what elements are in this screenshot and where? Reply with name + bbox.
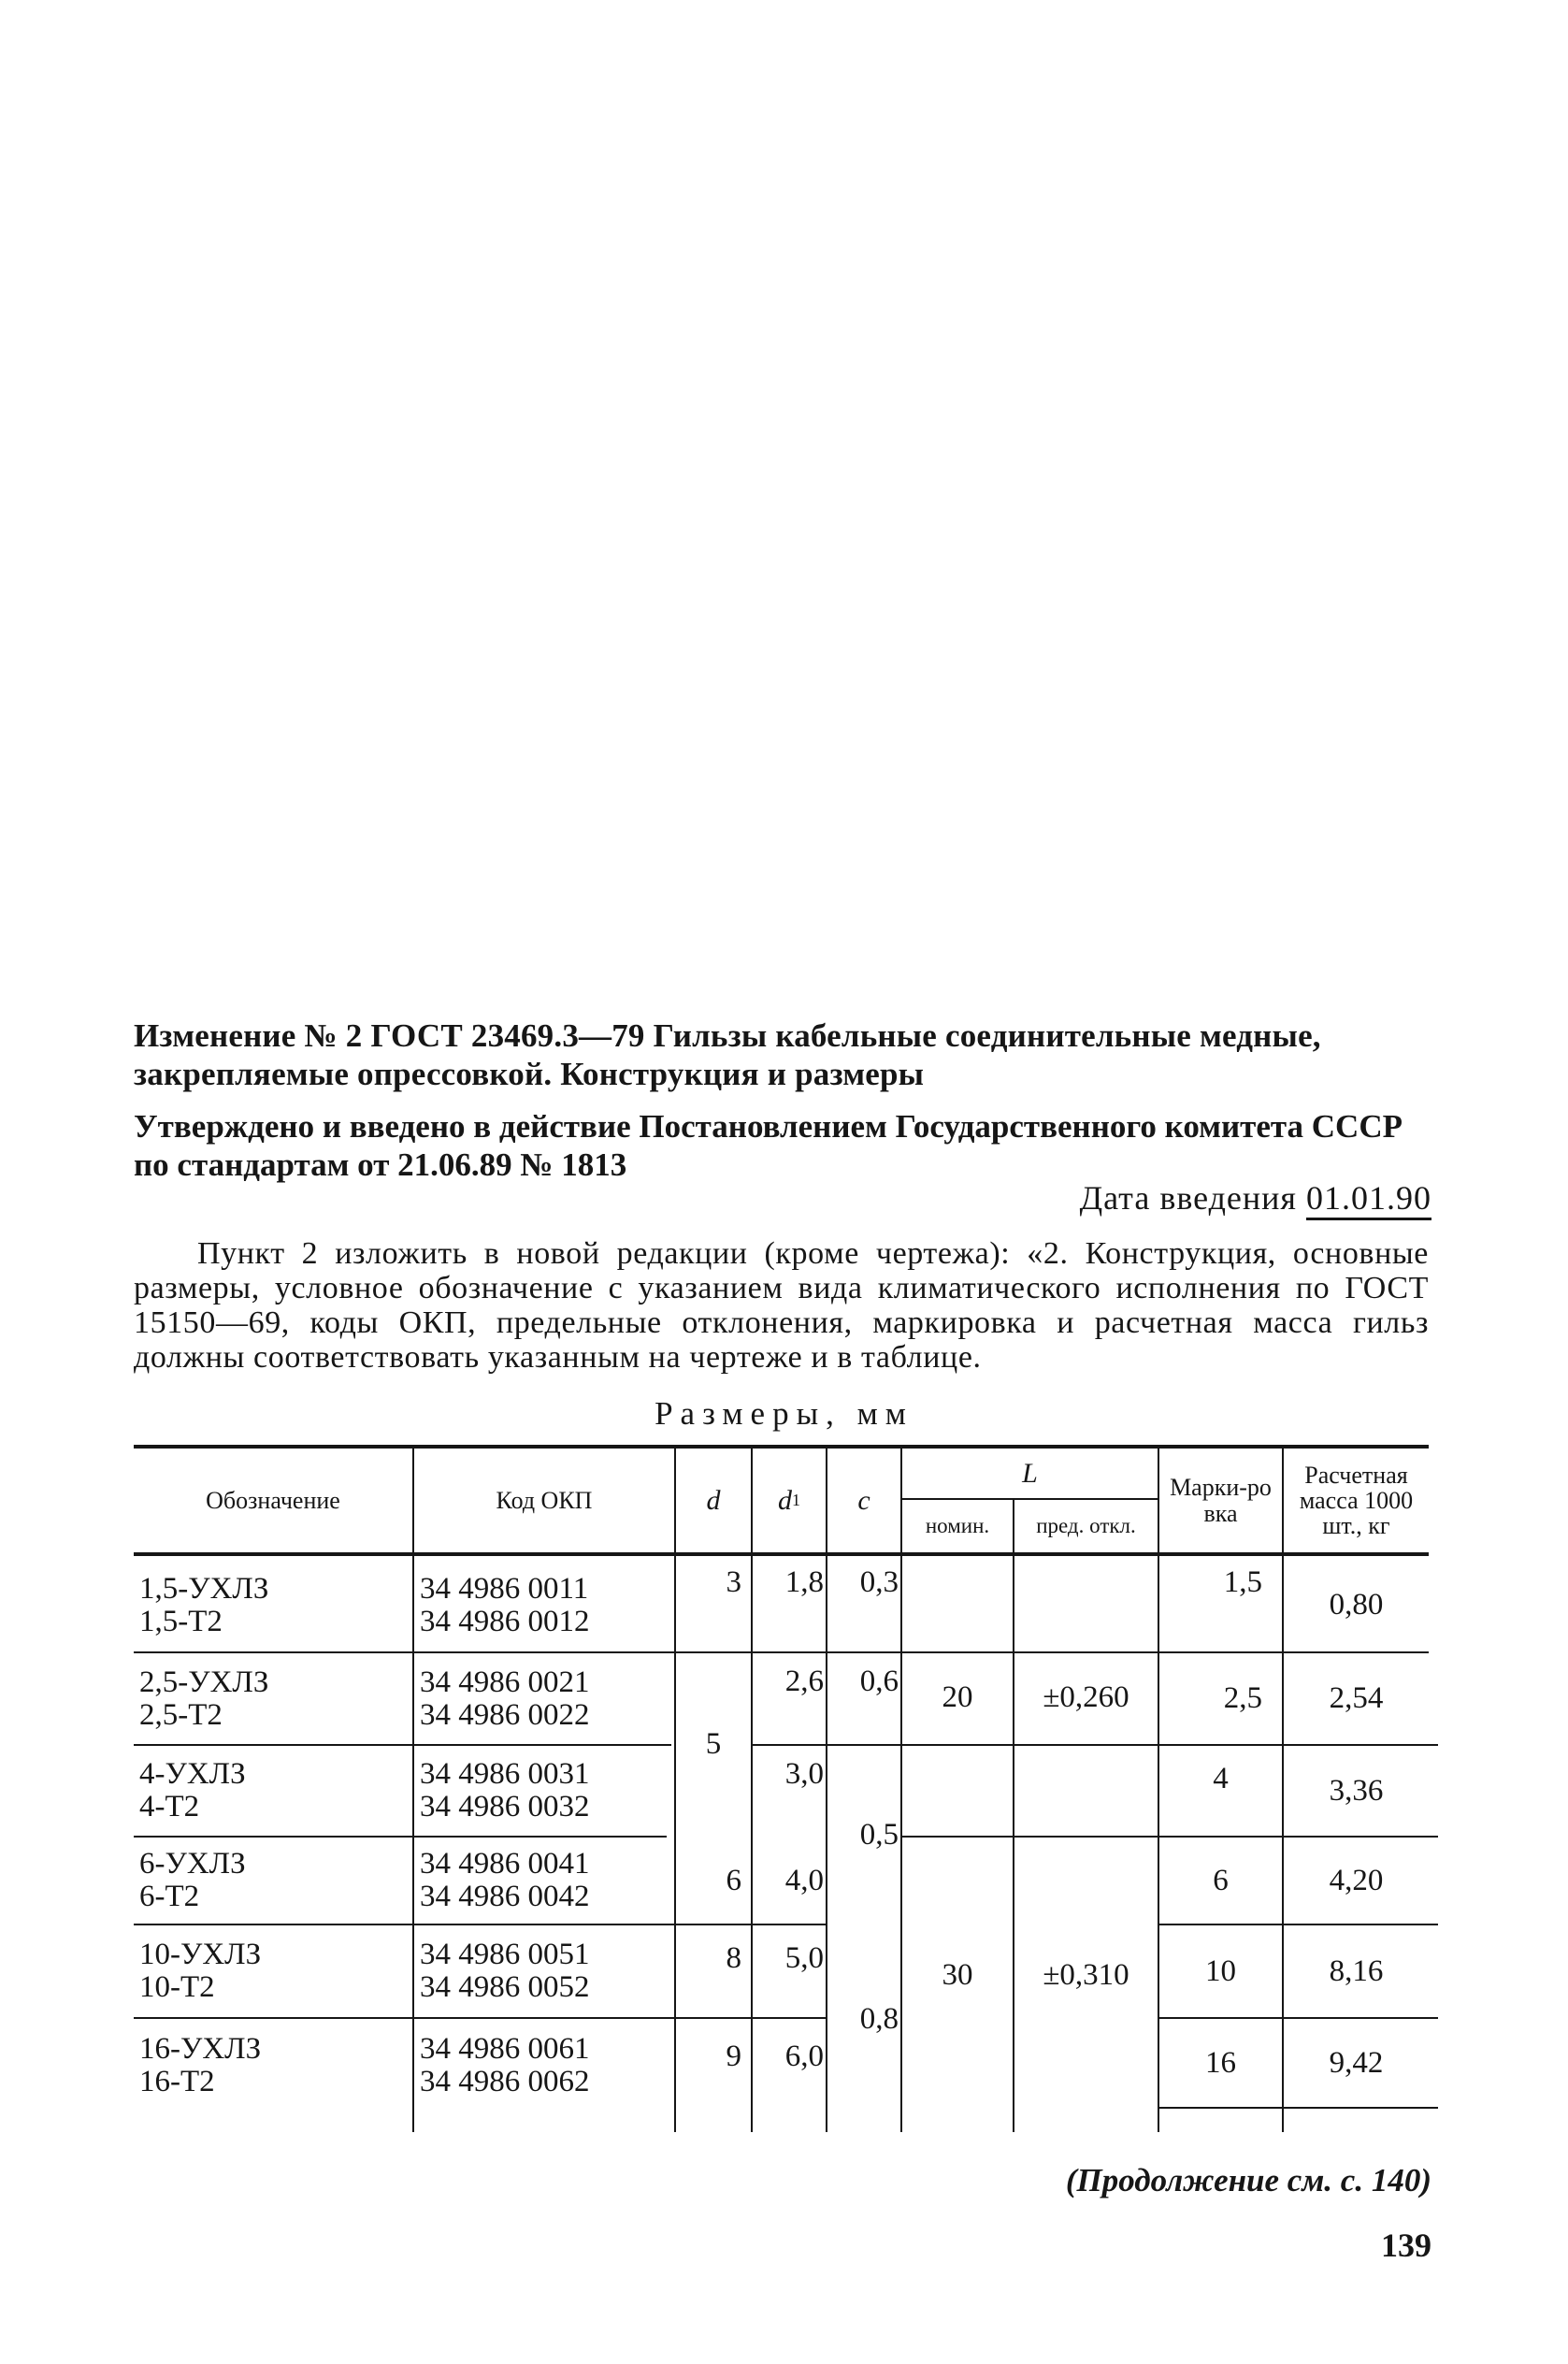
mass-row-6: 9,42 <box>1329 2045 1384 2080</box>
row-1-okp-2: 34 4986 0012 <box>420 1604 590 1638</box>
header-d1-letter: d <box>778 1484 792 1516</box>
mass-row-3: 3,36 <box>1329 1773 1384 1808</box>
table-header-bottom-rule <box>134 1552 1429 1556</box>
c-value-row-1: 0,3 <box>859 1564 899 1599</box>
row-6-okp-2: 34 4986 0062 <box>420 2065 590 2098</box>
header-mass: Расчетная масса 1000 шт., кг <box>1299 1461 1414 1540</box>
dimensions-table <box>134 1445 1429 2137</box>
row-6-okp-1: 34 4986 0061 <box>420 2032 590 2067</box>
marking-row-4: 6 <box>1213 1863 1229 1897</box>
row-3-okp-1: 34 4986 0031 <box>420 1757 590 1792</box>
row-6-okp <box>414 2019 674 2112</box>
row-4-okp-2: 34 4986 0042 <box>420 1880 590 1913</box>
d-value-row-1: 3 <box>726 1564 741 1599</box>
c-value-row-2: 0,6 <box>859 1664 899 1698</box>
marking-row-3: 4 <box>1213 1761 1229 1795</box>
page-number: 139 <box>1381 2227 1431 2264</box>
marking-row-2: 2,5 <box>1223 1681 1262 1716</box>
row-1-designation-1: 1,5-УХЛЗ <box>139 1571 269 1606</box>
d1-value-row-1: 1,8 <box>784 1564 824 1599</box>
d-value-row-5: 8 <box>726 1940 741 1975</box>
row-6-designation-1: 16-УХЛЗ <box>139 2032 262 2067</box>
header-designation: Обозначение <box>206 1486 340 1514</box>
L-nominal-group-1: 20 <box>942 1679 973 1714</box>
header-L-nominal: номин. <box>925 1513 990 1537</box>
row-2-designation-1: 2,5-УХЛЗ <box>139 1665 269 1699</box>
row-5-okp <box>414 1925 674 2017</box>
d1-value-row-3: 3,0 <box>784 1756 824 1791</box>
table-caption: Размеры, мм <box>655 1395 913 1432</box>
row-2-designation <box>134 1653 412 1744</box>
introduction-date-label: Дата введения <box>1079 1179 1297 1217</box>
row-5-okp-2: 34 4986 0052 <box>420 1970 590 2004</box>
mass-row-5: 8,16 <box>1329 1953 1384 1988</box>
row-4-designation-2: 6-Т2 <box>139 1880 200 1913</box>
mass-row-1: 0,80 <box>1329 1588 1384 1622</box>
row-6-designation-2: 16-Т2 <box>139 2065 215 2098</box>
header-d1-subscript: 1 <box>792 1491 800 1510</box>
approval-statement: Утверждено и введено в действие Постановлением Государственного комитета СССР по стандартам от 21.06.89 № 1813 <box>134 1108 1403 1183</box>
row-2-okp <box>414 1653 674 1744</box>
row-5-designation-1: 10-УХЛЗ <box>139 1938 262 1972</box>
row-1-okp <box>414 1559 674 1651</box>
mass-row-2: 2,54 <box>1329 1681 1384 1716</box>
marking-row-5: 10 <box>1205 1953 1236 1988</box>
d-value-rows-2-3: 5 <box>705 1727 722 1762</box>
d1-value-row-5: 5,0 <box>784 1940 824 1975</box>
row-5-designation <box>134 1925 412 2017</box>
row-2-designation-2: 2,5-Т2 <box>139 1697 223 1732</box>
row-2-okp-2: 34 4986 0022 <box>420 1697 590 1732</box>
row-6-designation <box>134 2019 412 2112</box>
continuation-note: (Продолжение см. с. 140) <box>1065 2162 1431 2198</box>
header-L-deviation: пред. откл. <box>1036 1513 1136 1537</box>
body-paragraph-text: Пункт 2 изложить в новой редакции (кроме чертежа): «2. Конструкция, основные размеры, условное обозначение с указанием вида климатического исполнения по ГОСТ 15150—69, коды ОКП, предельные отклонения, маркировка и расчетная масса гильз должны соответствовать указанным на чертеже и в таблице. <box>134 1236 1429 1376</box>
row-rule-6b <box>1158 2107 1438 2109</box>
c-value-rows-5-6: 0,8 <box>859 2001 899 2036</box>
row-5-okp-1: 34 4986 0051 <box>420 1938 590 1972</box>
header-L: L <box>1022 1457 1038 1489</box>
header-d1 <box>753 1449 826 1552</box>
L-nominal-group-2: 30 <box>942 1957 973 1992</box>
document-title: Изменение № 2 ГОСТ 23469.3—79 Гильзы кабельные соединительные медные, закрепляемые опрессовкой. Конструкция и размеры <box>134 1017 1321 1092</box>
header-d: d <box>706 1484 721 1516</box>
L-deviation-group-2: ±0,310 <box>1043 1957 1129 1992</box>
marking-row-6: 16 <box>1205 2045 1236 2080</box>
row-2-okp-1: 34 4986 0021 <box>420 1665 590 1699</box>
d-value-row-4: 6 <box>726 1863 741 1897</box>
row-3-okp-2: 34 4986 0032 <box>420 1790 590 1823</box>
row-3-okp <box>414 1746 674 1836</box>
row-3-designation <box>134 1746 412 1836</box>
row-4-okp-1: 34 4986 0041 <box>420 1847 590 1881</box>
row-5-designation-2: 10-Т2 <box>139 1970 215 2004</box>
L-deviation-group-1: ±0,260 <box>1043 1679 1129 1714</box>
d1-value-row-4: 4,0 <box>784 1863 824 1897</box>
d-value-row-6: 9 <box>726 2039 741 2073</box>
marking-row-1: 1,5 <box>1223 1564 1262 1599</box>
c-value-rows-3-4: 0,5 <box>859 1817 899 1852</box>
row-4-designation-1: 6-УХЛЗ <box>139 1847 246 1881</box>
row-4-designation <box>134 1838 412 1924</box>
header-c: c <box>857 1484 870 1516</box>
row-3-designation-2: 4-Т2 <box>139 1790 200 1823</box>
introduction-date <box>1080 1178 1431 1218</box>
mass-row-4: 4,20 <box>1329 1863 1384 1897</box>
d1-value-row-6: 6,0 <box>784 2039 824 2073</box>
row-1-designation-2: 1,5-Т2 <box>139 1604 223 1638</box>
d1-value-row-2: 2,6 <box>784 1664 824 1698</box>
header-okp: Код ОКП <box>496 1486 593 1514</box>
introduction-date-value: 01.01.90 <box>1306 1179 1431 1220</box>
row-1-okp-1: 34 4986 0011 <box>420 1571 589 1606</box>
row-3-designation-1: 4-УХЛЗ <box>139 1757 246 1792</box>
row-4-okp <box>414 1838 674 1924</box>
body-paragraph <box>134 1236 1429 1375</box>
header-marking: Марки-ровка <box>1170 1474 1272 1527</box>
row-1-designation <box>134 1559 412 1651</box>
